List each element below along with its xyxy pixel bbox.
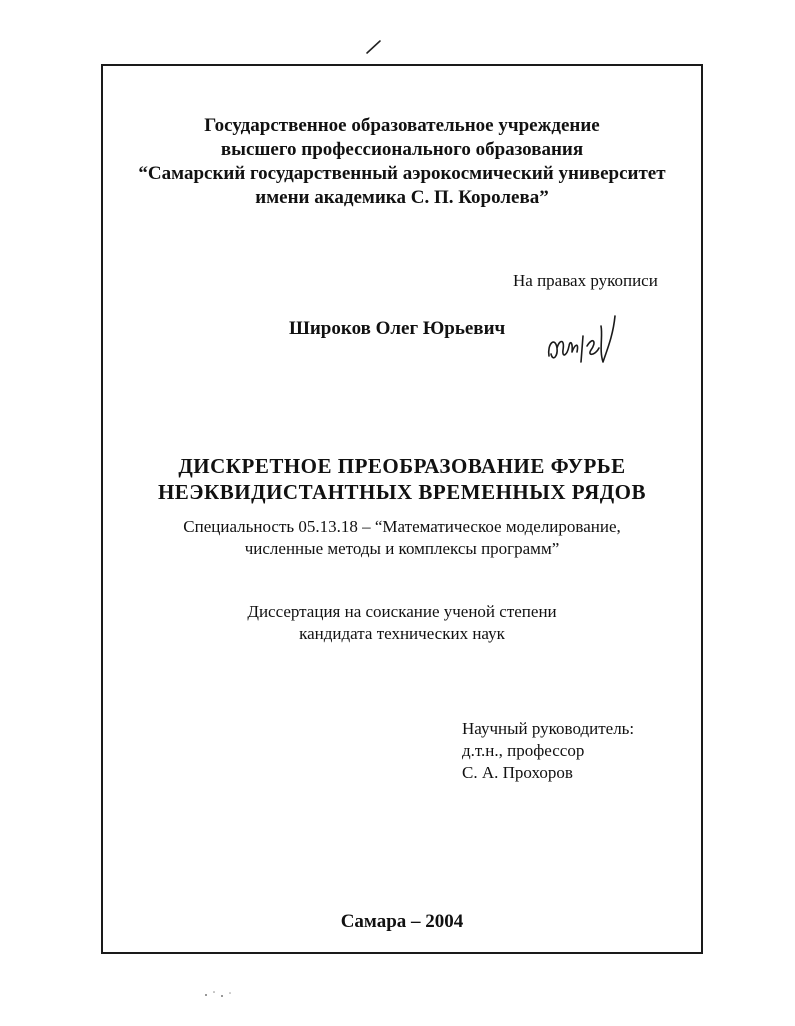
institution-header <box>101 114 703 210</box>
specialty-block <box>101 516 703 560</box>
supervisor-label: Научный руководитель: <box>462 719 635 738</box>
supervisor-rank: д.т.н., профессор <box>462 741 585 760</box>
institution-line-1: Государственное образовательное учреждение <box>204 115 600 136</box>
specialty-line-1: Специальность 05.13.18 – “Математическое моделирование, <box>183 517 621 536</box>
institution-line-2: высшего профессионального образования <box>220 139 584 160</box>
title-line-2: НЕЭКВИДИСТАНТНЫХ ВРЕМЕННЫХ РЯДОВ <box>157 480 647 504</box>
title-line-1: ДИСКРЕТНОЕ ПРЕОБРАЗОВАНИЕ ФУРЬЕ <box>178 454 626 478</box>
degree-line-2: кандидата технических наук <box>299 624 505 643</box>
supervisor-name: С. А. Прохоров <box>462 763 573 782</box>
pen-mark <box>364 38 384 56</box>
signature-image <box>543 306 623 376</box>
institution-line-4: имени академика С. П. Королева” <box>255 187 549 208</box>
specialty-line-2: численные методы и комплексы программ” <box>244 539 560 558</box>
degree-line-1: Диссертация на соискание ученой степени <box>247 602 557 621</box>
degree-block <box>101 601 703 645</box>
dissertation-title <box>101 453 703 505</box>
institution-line-3: “Самарский государственный аэрокосмический университет <box>138 163 666 184</box>
author-name: Широков Олег Юрьевич <box>289 318 506 339</box>
manuscript-note: На правах рукописи <box>513 271 658 290</box>
city-year: Самара – 2004 <box>340 911 464 932</box>
supervisor-block <box>462 718 634 784</box>
scan-specks <box>200 985 240 1005</box>
